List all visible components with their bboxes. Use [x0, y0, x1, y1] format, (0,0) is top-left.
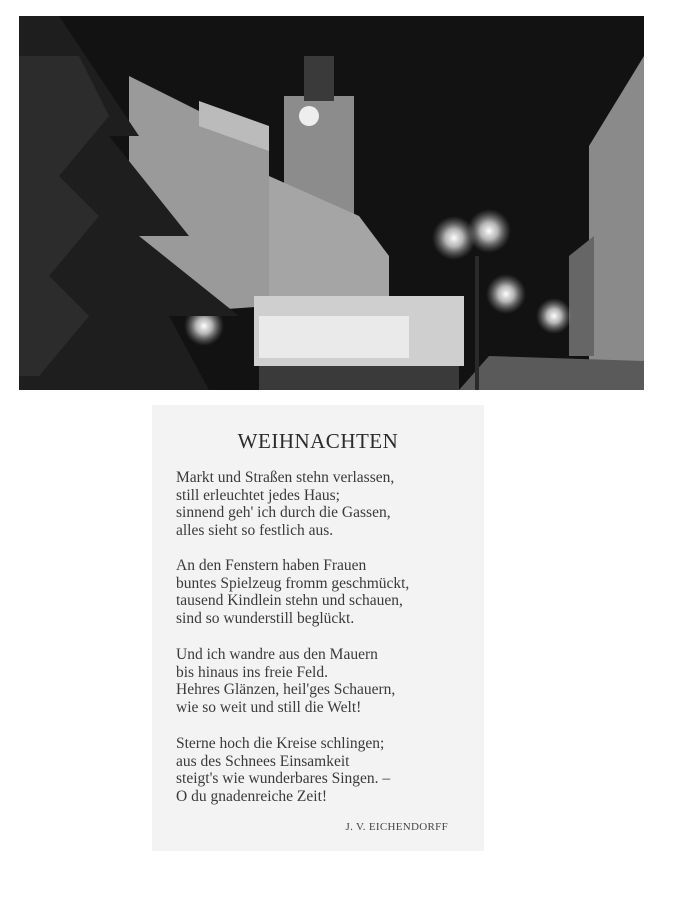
poem-line: alles sieht so festlich aus.	[176, 522, 334, 540]
poem-line: Und ich wandre aus den Mauern	[176, 646, 378, 663]
poem-line: Markt und Straßen stehn verlassen,	[176, 469, 395, 486]
poem-title: WEIHNACHTEN	[237, 429, 399, 453]
poem-line: steigt's wie wunderbares Singen. –	[176, 770, 391, 788]
poem-line: bis hinaus ins freie Feld.	[176, 663, 328, 681]
poem-author: J. V. EICHENDORFF	[345, 821, 448, 833]
poem-line: An den Fenstern haben Frauen	[176, 557, 367, 574]
poem-line: wie so weit und still die Welt!	[176, 699, 362, 717]
poem-stanza-3	[176, 646, 395, 717]
poem-stanza-4	[176, 735, 390, 806]
poem-stanza-2	[176, 557, 409, 628]
poem-line: O du gnadenreiche Zeit!	[176, 788, 328, 806]
christmas-market-photo	[19, 16, 644, 390]
poem-line: tausend Kindlein stehn und schauen,	[176, 592, 403, 610]
poem-line: sind so wunderstill beglückt.	[176, 610, 355, 628]
poem-line: Sterne hoch die Kreise schlingen;	[176, 735, 385, 752]
poem-line: buntes Spielzeug fromm geschmückt,	[176, 574, 410, 592]
poem-card	[152, 405, 484, 851]
poem-line: aus des Schnees Einsamkeit	[176, 752, 350, 770]
poem-stanza-1	[176, 469, 394, 540]
poem-line: sinnend geh' ich durch die Gassen,	[176, 504, 391, 522]
poem-line: still erleuchtet jedes Haus;	[176, 486, 340, 504]
poem-line: Hehres Glänzen, heil'ges Schauern,	[176, 681, 396, 699]
